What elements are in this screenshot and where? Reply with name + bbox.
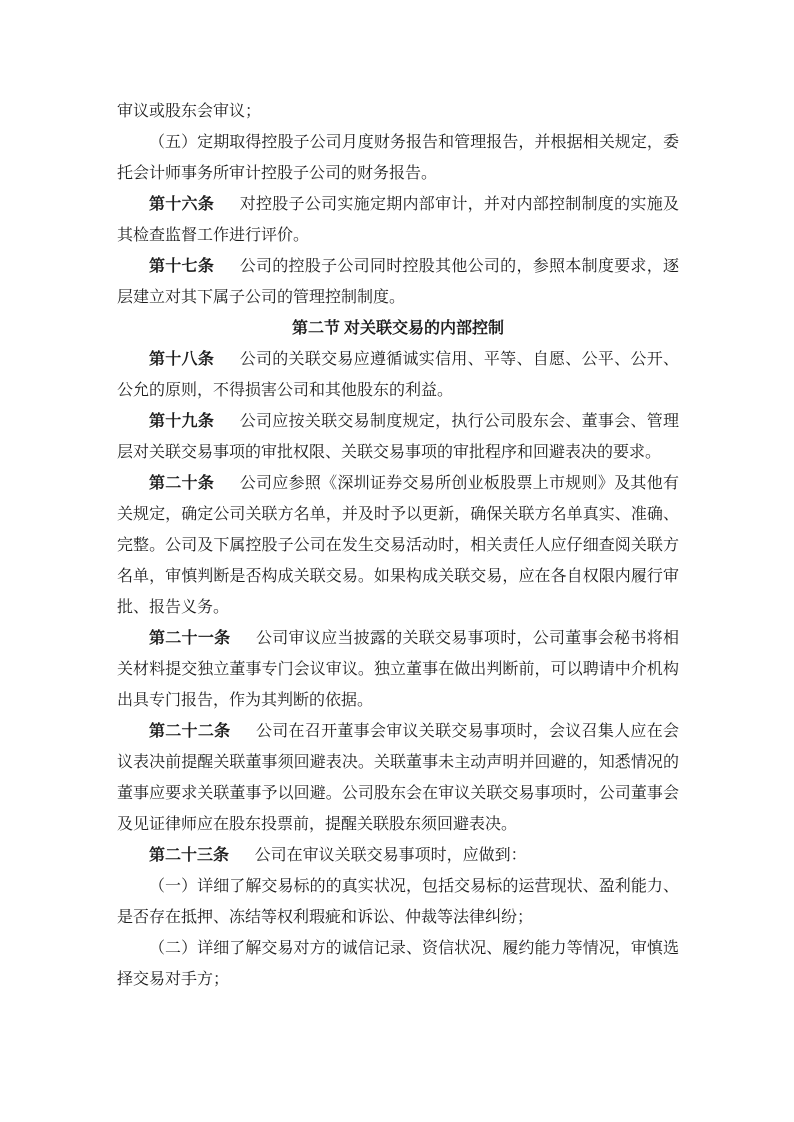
paragraph-text: （二）详细了解交易对方的诚信记录、资信状况、履约能力等情况，审慎选择交易对手方； — [117, 940, 679, 988]
article-number: 第二十三条 — [149, 847, 230, 864]
article-number: 第十八条 — [149, 351, 215, 368]
paragraph-text: （五）定期取得控股子公司月度财务报告和管理报告，并根据相关规定，委托会计师事务所审计控股子公司的财务报告。 — [117, 134, 679, 182]
paragraph-text: 公司在召开董事会审议关联交易事项时，会议召集人应在会议表决前提醒关联董事须回避表决。关联董事未主动声明并回避的，知悉情况的董事应要求关联董事予以回避。公司股东会在审议关联交易事项时，公司董事会及见证律师应在股东投票前，提醒关联股东须回避表决。 — [117, 723, 679, 833]
paragraph-text: 对控股子公司实施定期内部审计，并对内部控制制度的实施及其检查监督工作进行评价。 — [117, 196, 679, 244]
article-number: 第二十一条 — [149, 630, 231, 647]
paragraph-text: 公司审议应当披露的关联交易事项时，公司董事会秘书将相关材料提交独立董事专门会议审议。独立董事在做出判断前，可以聘请中介机构出具专门报告，作为其判断的依据。 — [117, 630, 679, 709]
paragraph-text: 公司在审议关联交易事项时，应做到： — [254, 847, 527, 864]
paragraph-text: 公司应参照《深圳证券交易所创业板股票上市规则》及其他有关规定，确定公司关联方名单，并及时予以更新，确保关联方名单真实、准确、完整。公司及下属控股子公司在发生交易活动时，相关责任人应仔细查阅关联方名单，审慎判断是否构成关联交易。如果构成关联交易，应在各自权限内履行审批、报告义务。 — [117, 475, 679, 616]
body-paragraph — [117, 127, 679, 189]
article-paragraph — [117, 344, 679, 406]
article-paragraph — [117, 716, 679, 840]
article-paragraph — [117, 468, 679, 623]
paragraph-text: 审议或股东会审议； — [117, 103, 262, 120]
paragraph-text: 公司的关联交易应遵循诚实信用、平等、自愿、公平、公开、公允的原则，不得损害公司和其他股东的利益。 — [117, 351, 679, 399]
body-paragraph — [117, 871, 679, 933]
document-body — [117, 96, 679, 995]
body-paragraph — [117, 96, 679, 127]
section-heading: 第二节 对关联交易的内部控制 — [291, 320, 504, 337]
article-paragraph — [117, 623, 679, 716]
article-paragraph — [117, 406, 679, 468]
paragraph-text: 公司的控股子公司同时控股其他公司的，参照本制度要求，逐层建立对其下属子公司的管理控制制度。 — [117, 258, 679, 306]
article-number: 第二十二条 — [149, 723, 231, 740]
article-number: 第十九条 — [149, 413, 215, 430]
article-number: 第十七条 — [149, 258, 215, 275]
article-paragraph — [117, 251, 679, 313]
article-paragraph — [117, 189, 679, 251]
paragraph-text: 公司应按关联交易制度规定，执行公司股东会、董事会、管理层对关联交易事项的审批权限、关联交易事项的审批程序和回避表决的要求。 — [117, 413, 679, 461]
body-paragraph — [117, 933, 679, 995]
article-paragraph — [117, 840, 679, 871]
article-number: 第二十条 — [149, 475, 215, 492]
article-number: 第十六条 — [149, 196, 215, 213]
paragraph-text: （一）详细了解交易标的的真实状况，包括交易标的运营现状、盈利能力、是否存在抵押、冻结等权利瑕疵和诉讼、仲裁等法律纠纷； — [117, 878, 679, 926]
